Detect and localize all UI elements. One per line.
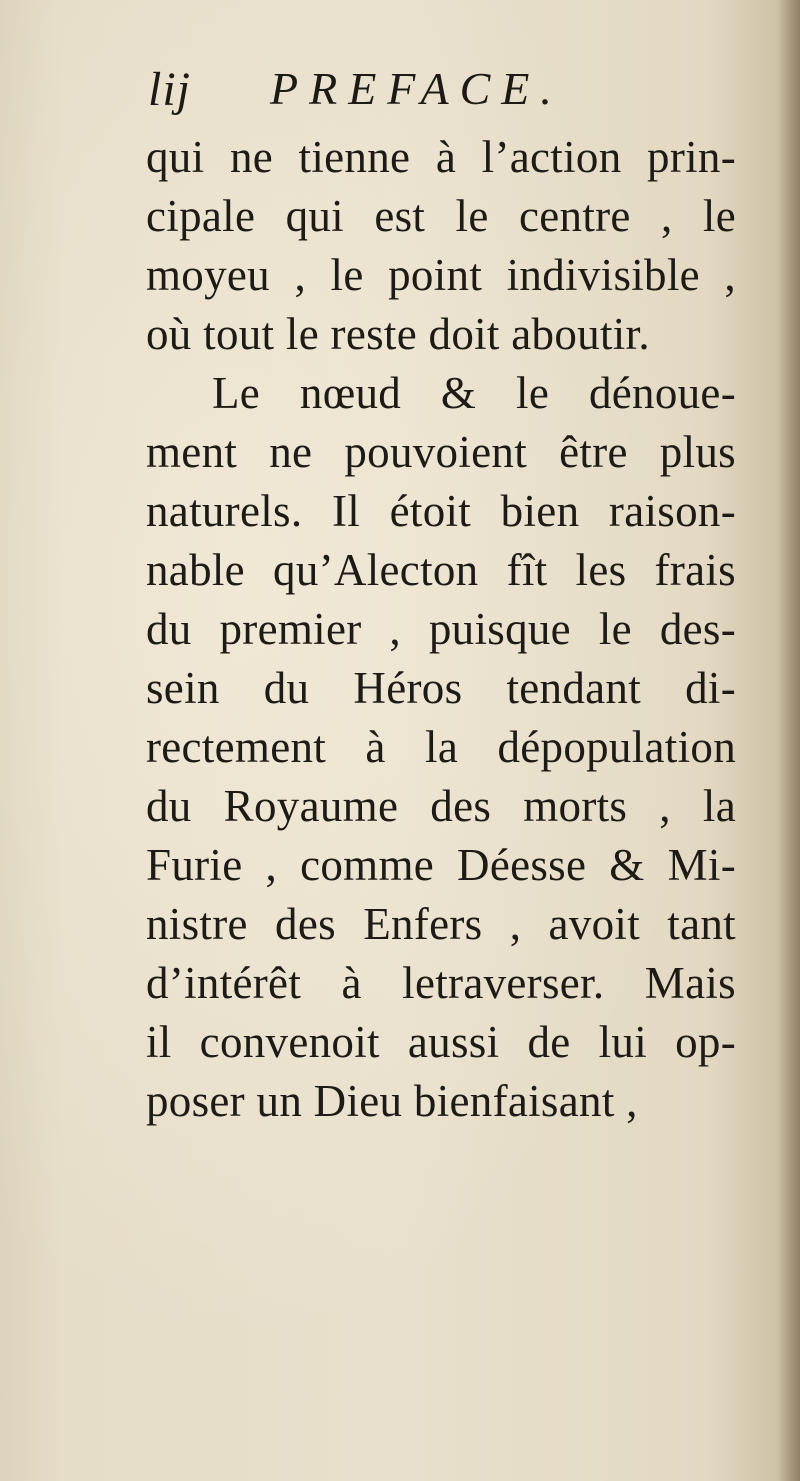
running-title: PREFACE.: [270, 63, 563, 114]
text-line: qui ne tienne à l’action prin-: [146, 132, 736, 182]
page-number: lij: [148, 63, 192, 116]
body-text: [146, 128, 736, 1131]
text-line-paragraph-start: Le nœud & le dénoue-: [212, 368, 736, 418]
page-gutter-shadow: [778, 0, 800, 1481]
text-line: nable qu’Alecton fît les frais: [146, 545, 736, 595]
text-line: poser un Dieu bienfaisant ,: [146, 1076, 638, 1126]
text-line: du premier , puisque le des-: [146, 604, 736, 654]
text-line: il convenoit aussi de lui op-: [146, 1017, 736, 1067]
text-line: d’intérêt à letraverser. Mais: [146, 958, 736, 1008]
text-line: ment ne pouvoient être plus: [146, 427, 736, 477]
text-line: rectement à la dépopulation: [146, 722, 736, 772]
text-line: où tout le reste doit aboutir.: [146, 309, 650, 359]
text-line: cipale qui est le centre , le: [146, 191, 736, 241]
text-line: moyeu , le point indivisible ,: [146, 250, 736, 300]
text-line: sein du Héros tendant di-: [146, 663, 736, 713]
text-line: nistre des Enfers , avoit tant: [146, 899, 736, 949]
text-line: naturels. Il étoit bien raison-: [146, 486, 736, 536]
text-line: du Royaume des morts , la: [146, 781, 736, 831]
text-line: Furie , comme Déesse & Mi-: [146, 840, 736, 890]
page-header: [148, 62, 708, 132]
